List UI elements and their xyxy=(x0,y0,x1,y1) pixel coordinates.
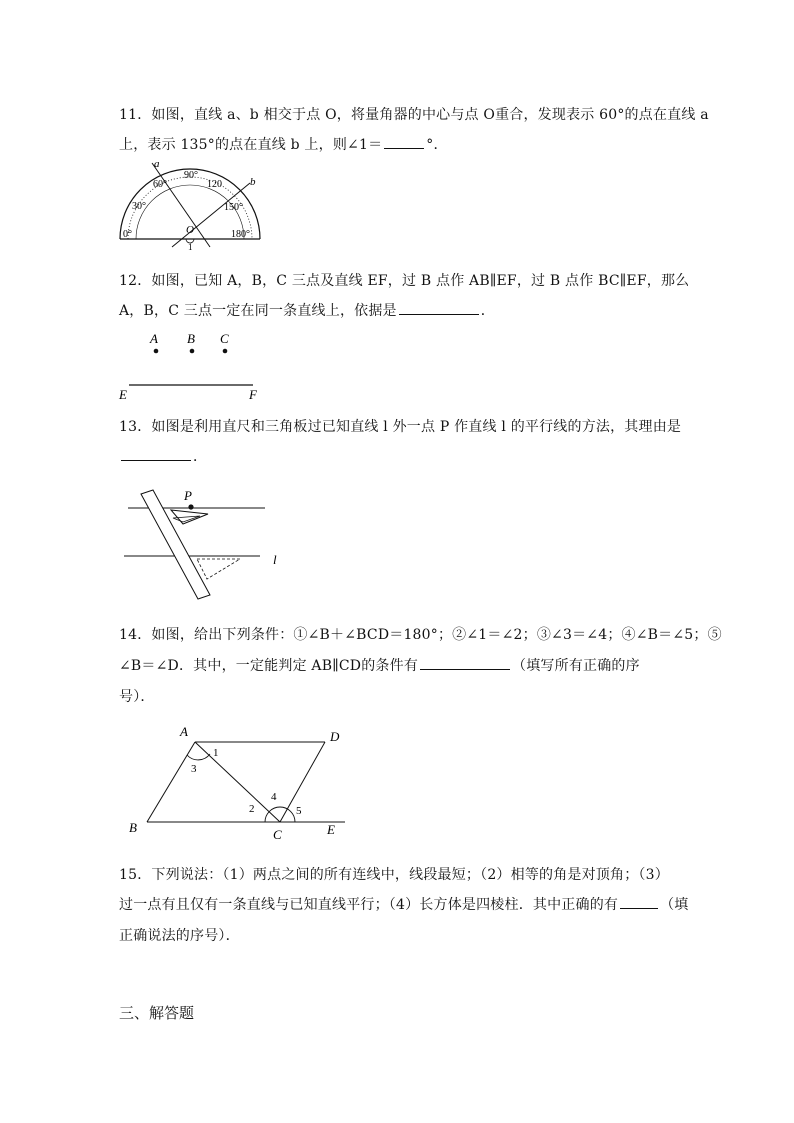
q11-tick-0: 0° xyxy=(123,229,132,240)
q14-label-a: A xyxy=(180,724,188,739)
q14-line1: 14．如图，给出下列条件：①∠B＋∠BCD＝180°；②∠1＝∠2；③∠3＝∠4；④∠B＝∠5；⑤ xyxy=(119,627,722,643)
q13-line2 xyxy=(119,446,207,466)
q14-label-c: C xyxy=(273,827,282,842)
q12-label-e: E xyxy=(119,387,127,402)
q12-label-c: C xyxy=(220,331,229,346)
q14-answer-blank[interactable] xyxy=(420,657,510,670)
q15-line2-text: 过一点有且仅有一条直线与已知直线平行；（4）长方体是四棱柱．其中正确的有 xyxy=(119,897,619,913)
q14-parallelogram-figure xyxy=(125,722,355,844)
q11-label-o: O xyxy=(186,224,194,236)
q11-line2 xyxy=(119,134,448,154)
q14-angle-1: 1 xyxy=(213,747,219,759)
q11-tick-60: 60° xyxy=(153,179,167,190)
q14-line2-text: ∠B＝∠D．其中，一定能判定 AB∥CD的条件有 xyxy=(119,658,419,674)
q11-label-a: a xyxy=(154,158,160,170)
q11-line2-text: 上，表示 135°的点在直线 b 上，则∠1＝ xyxy=(119,137,383,153)
q13-line1: 13．如图是利用直尺和三角板过已知直线 l 外一点 P 作直线 l 的平行线的方法，其理由是 xyxy=(119,419,682,435)
q14-line2 xyxy=(119,655,640,675)
q14-line3: 号）． xyxy=(119,689,155,705)
q14-label-d: D xyxy=(330,729,340,744)
q11-line1: 11．如图，直线 a、b 相交于点 O，将量角器的中心与点 O重合，发现表示 60°的点在直线 a xyxy=(119,107,709,123)
q15-line2 xyxy=(119,894,689,914)
q12-line2-end: ． xyxy=(480,303,495,319)
q11-tick-30: 30° xyxy=(132,201,146,212)
q14-line2-end: （填写所有正确的序 xyxy=(512,658,640,674)
q12-line2 xyxy=(119,300,495,320)
q11-tick-180: 180° xyxy=(231,229,250,240)
q12-label-b: B xyxy=(187,331,195,346)
q13-answer-blank[interactable] xyxy=(121,448,191,461)
q14-angle-5: 5 xyxy=(296,805,302,817)
q14-angle-3: 3 xyxy=(191,763,197,775)
q13-label-p: P xyxy=(184,488,192,503)
q13-label-l: l xyxy=(273,552,277,567)
q12-label-a: A xyxy=(150,331,158,346)
q12-points-figure xyxy=(115,330,275,402)
q12-line1: 12．如图，已知 A，B，C 三点及直线 EF，过 B 点作 AB∥EF，过 B 点作 BC∥EF，那么 xyxy=(119,273,690,289)
q12-line2-text: A，B，C 三点一定在同一条直线上，依据是 xyxy=(119,303,397,319)
section-heading: 三、解答题 xyxy=(119,1004,195,1022)
q11-label-b: b xyxy=(250,176,256,188)
q12-answer-blank[interactable] xyxy=(399,302,479,315)
q13-point-p xyxy=(188,504,193,509)
q11-line2-end: °． xyxy=(426,137,448,153)
q14-angle-2: 2 xyxy=(249,803,255,815)
q15-line2-end: （填 xyxy=(660,897,689,913)
q13-line2-end: ． xyxy=(193,449,208,465)
q12-point-c xyxy=(223,349,228,354)
q13-ruler-figure xyxy=(115,484,290,602)
q14-angle-4: 4 xyxy=(271,791,277,803)
q12-point-a xyxy=(154,349,159,354)
q11-label-1: 1 xyxy=(188,242,193,252)
q11-tick-120: 120 xyxy=(207,179,222,190)
q15-answer-blank[interactable] xyxy=(620,896,658,909)
q11-protractor-figure xyxy=(110,157,270,252)
q15-line1: 15．下列说法：（1）两点之间的所有连线中，线段最短；（2）相等的角是对顶角；（3） xyxy=(119,867,669,883)
q11-answer-blank[interactable] xyxy=(384,136,424,149)
q14-label-b: B xyxy=(129,820,137,835)
q11-tick-150: 150° xyxy=(224,202,243,213)
q11-tick-90: 90° xyxy=(184,170,198,181)
q12-label-f: F xyxy=(249,387,257,402)
q14-label-e: E xyxy=(327,822,335,837)
q12-point-b xyxy=(190,349,195,354)
q15-line3: 正确说法的序号）． xyxy=(119,928,240,944)
